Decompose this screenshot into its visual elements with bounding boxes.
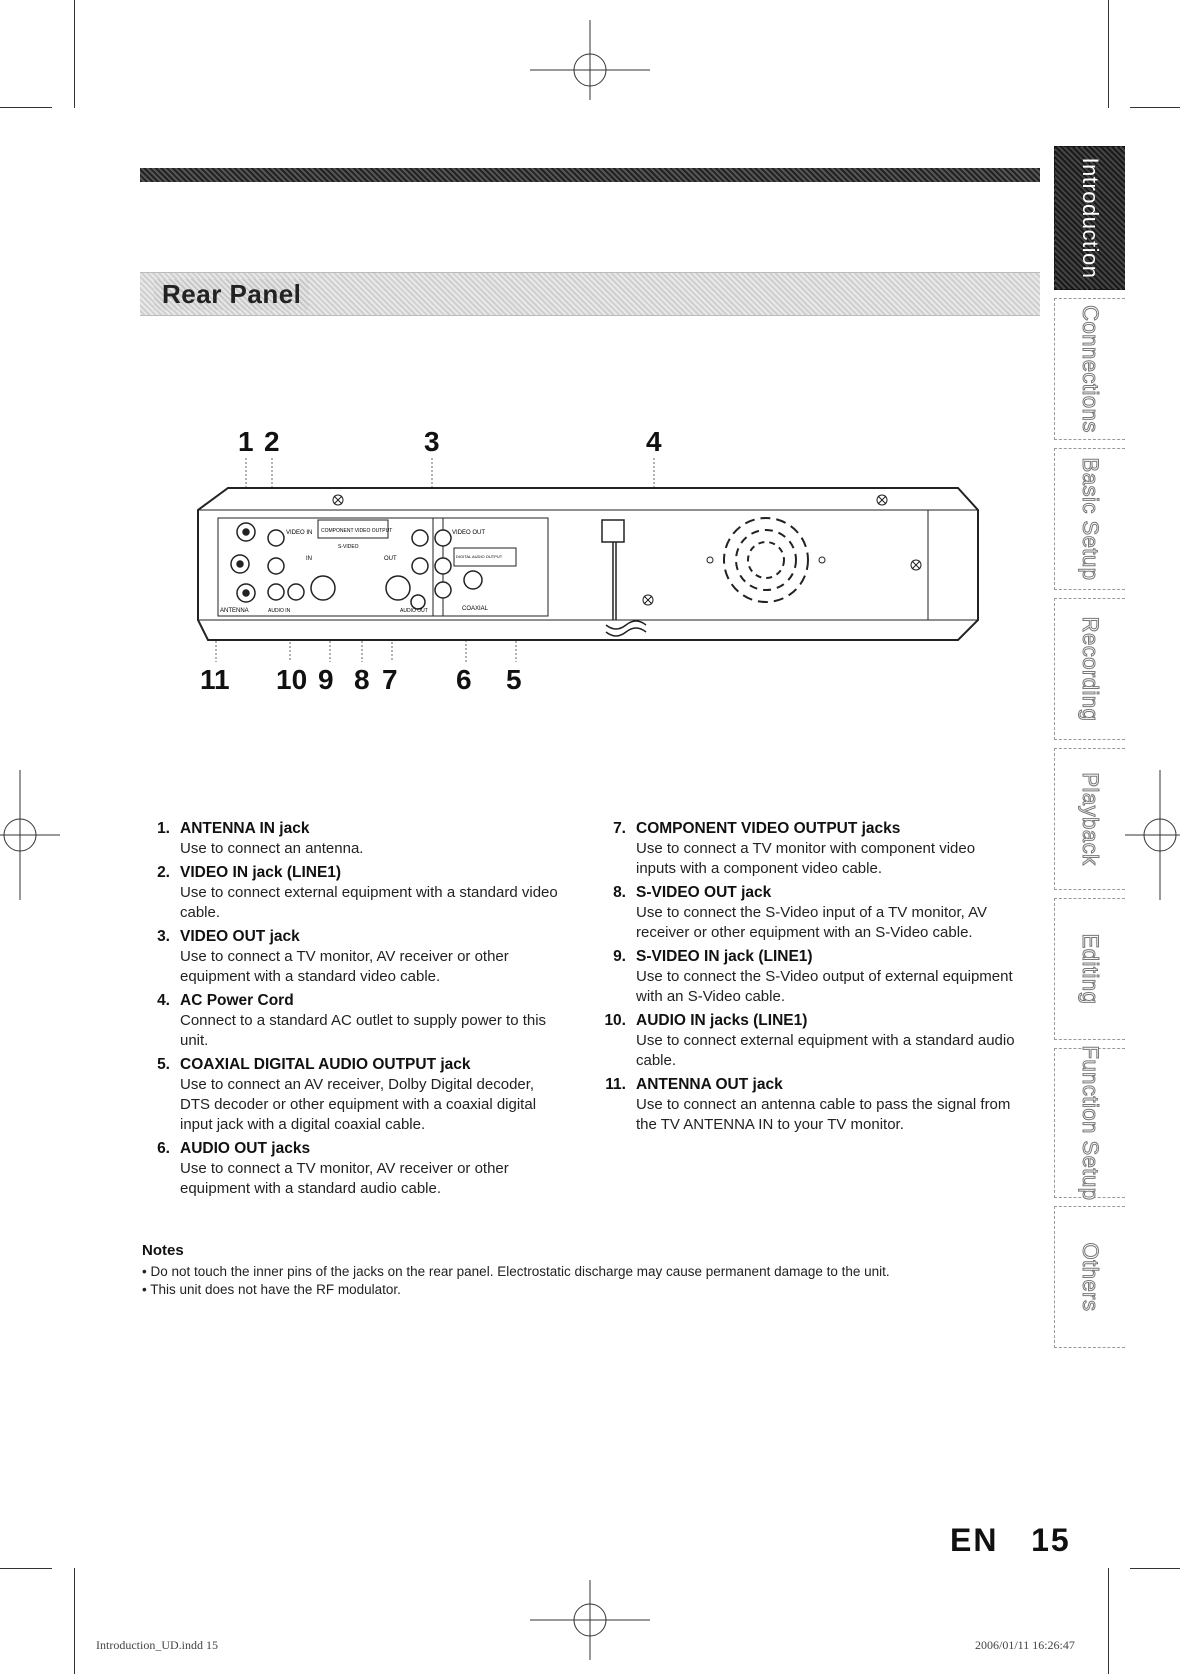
item-number: 1. <box>157 820 170 837</box>
item-title: AUDIO IN jacks (LINE1) <box>636 1012 808 1029</box>
item-list-left <box>140 818 560 1202</box>
label-in: IN <box>306 556 312 562</box>
callout-6: 6 <box>456 664 472 695</box>
label-out: OUT <box>384 556 397 562</box>
callout-8: 8 <box>354 664 370 695</box>
item-description: Use to connect an antenna cable to pass the signal from the TV ANTENNA IN to your TV monitor. <box>636 1096 1011 1133</box>
item-description: Use to connect a TV monitor, AV receiver or other equipment with a standard video cable. <box>180 948 509 985</box>
item-title: S-VIDEO IN jack (LINE1) <box>636 948 813 965</box>
callout-2: 2 <box>264 426 280 457</box>
item-title: ANTENNA OUT jack <box>636 1076 783 1093</box>
list-item <box>596 946 1016 1007</box>
label-coaxial: COAXIAL <box>462 606 489 612</box>
item-title: ANTENNA IN jack <box>180 820 310 837</box>
label-digital-audio: DIGITAL AUDIO OUTPUT <box>456 554 503 559</box>
tab-label: Recording <box>1078 616 1103 722</box>
callout-1: 1 <box>238 426 254 457</box>
registration-mark-bottom <box>530 1580 650 1660</box>
note-item: • This unit does not have the RF modulator. <box>142 1282 401 1297</box>
tab-label: Others <box>1078 1242 1103 1312</box>
item-description: Connect to a standard AC outlet to supply power to this unit. <box>180 1012 547 1049</box>
page-language: EN <box>950 1522 999 1558</box>
item-number: 7. <box>613 820 626 837</box>
callout-4: 4 <box>646 426 662 457</box>
item-title: COAXIAL DIGITAL AUDIO OUTPUT jack <box>180 1056 471 1073</box>
callout-9: 9 <box>318 664 334 695</box>
list-item <box>596 1010 1016 1071</box>
callout-10: 10 <box>276 664 308 695</box>
item-description: Use to connect external equipment with a standard video cable. <box>180 884 558 921</box>
item-title: S-VIDEO OUT jack <box>636 884 772 901</box>
tab-label: Basic Setup <box>1078 457 1103 581</box>
label-component: COMPONENT VIDEO OUTPUT <box>321 528 393 534</box>
crop-mark <box>0 1568 52 1569</box>
item-number: 10. <box>604 1012 626 1029</box>
item-number: 9. <box>613 948 626 965</box>
callout-7: 7 <box>382 664 398 695</box>
item-description: Use to connect the S-Video output of external equipment with an S-Video cable. <box>636 968 1013 1005</box>
item-title: COMPONENT VIDEO OUTPUT jacks <box>636 820 901 837</box>
item-number: 6. <box>157 1140 170 1157</box>
tab-label: Connections <box>1078 305 1103 433</box>
item-description: Use to connect an antenna. <box>180 840 364 857</box>
list-item <box>140 1054 560 1135</box>
list-item <box>140 926 560 987</box>
page-num: 15 <box>1031 1522 1071 1558</box>
label-video-in: VIDEO IN <box>286 530 313 536</box>
callout-11: 11 <box>200 664 230 695</box>
tab-label: Function Setup <box>1078 1045 1103 1201</box>
tab-editing[interactable] <box>1054 898 1125 1040</box>
list-item <box>140 990 560 1051</box>
label-antenna: ANTENNA <box>220 608 249 614</box>
item-list-right <box>596 818 1016 1138</box>
footer-timestamp: 2006/01/11 16:26:47 <box>975 1638 1075 1652</box>
label-audio-out: AUDIO OUT <box>400 608 428 614</box>
notes-section <box>142 1242 1042 1299</box>
tab-label: Introduction <box>1078 157 1103 279</box>
crop-mark <box>1108 1568 1109 1674</box>
item-description: Use to connect a TV monitor, AV receiver or other equipment with a standard audio cable. <box>180 1160 509 1197</box>
item-description: Use to connect a TV monitor with component video inputs with a component video cable. <box>636 840 976 877</box>
registration-mark-right <box>1122 770 1180 900</box>
item-number: 2. <box>157 864 170 881</box>
item-description: Use to connect the S-Video input of a TV monitor, AV receiver or other equipment with an S-Video cable. <box>636 904 988 941</box>
rear-panel-diagram <box>188 470 988 680</box>
list-item <box>140 1138 560 1199</box>
notes-title: Notes <box>142 1242 184 1259</box>
item-number: 5. <box>157 1056 170 1073</box>
item-description: Use to connect an AV receiver, Dolby Digital decoder, DTS decoder or other equipment with a coaxial digital input jack with a digital coaxial cable. <box>180 1076 537 1133</box>
item-title: VIDEO IN jack (LINE1) <box>180 864 342 881</box>
crop-mark <box>1130 1568 1180 1569</box>
item-number: 3. <box>157 928 170 945</box>
note-item: • Do not touch the inner pins of the jacks on the rear panel. Electrostatic discharge may cause permanent damage to the unit. <box>142 1264 890 1279</box>
list-item <box>140 818 560 859</box>
tab-playback[interactable] <box>1054 748 1125 890</box>
tab-label: Editing <box>1078 933 1103 1005</box>
registration-mark-left <box>0 770 60 900</box>
item-title: VIDEO OUT jack <box>180 928 300 945</box>
item-title: AC Power Cord <box>180 992 294 1009</box>
label-s-video: S-VIDEO <box>338 544 359 550</box>
item-number: 8. <box>613 884 626 901</box>
label-video-out: VIDEO OUT <box>452 530 486 536</box>
tab-label: Playback <box>1078 772 1103 866</box>
item-number: 11. <box>605 1076 626 1093</box>
footer-file: Introduction_UD.indd 15 <box>96 1638 218 1652</box>
item-title: AUDIO OUT jacks <box>180 1140 311 1157</box>
tab-others[interactable] <box>1054 1206 1125 1348</box>
item-number: 4. <box>157 992 170 1009</box>
section-title: Rear Panel <box>154 279 309 310</box>
list-item <box>140 862 560 923</box>
crop-mark <box>74 1568 75 1674</box>
callout-3: 3 <box>424 426 440 457</box>
list-item <box>596 882 1016 943</box>
label-audio-in: AUDIO IN <box>268 608 291 614</box>
list-item <box>596 818 1016 879</box>
list-item <box>596 1074 1016 1135</box>
callout-5: 5 <box>506 664 522 695</box>
item-description: Use to connect external equipment with a standard audio cable. <box>636 1032 1015 1069</box>
tab-function-setup[interactable] <box>1054 1045 1125 1201</box>
page-number <box>950 1522 1071 1559</box>
